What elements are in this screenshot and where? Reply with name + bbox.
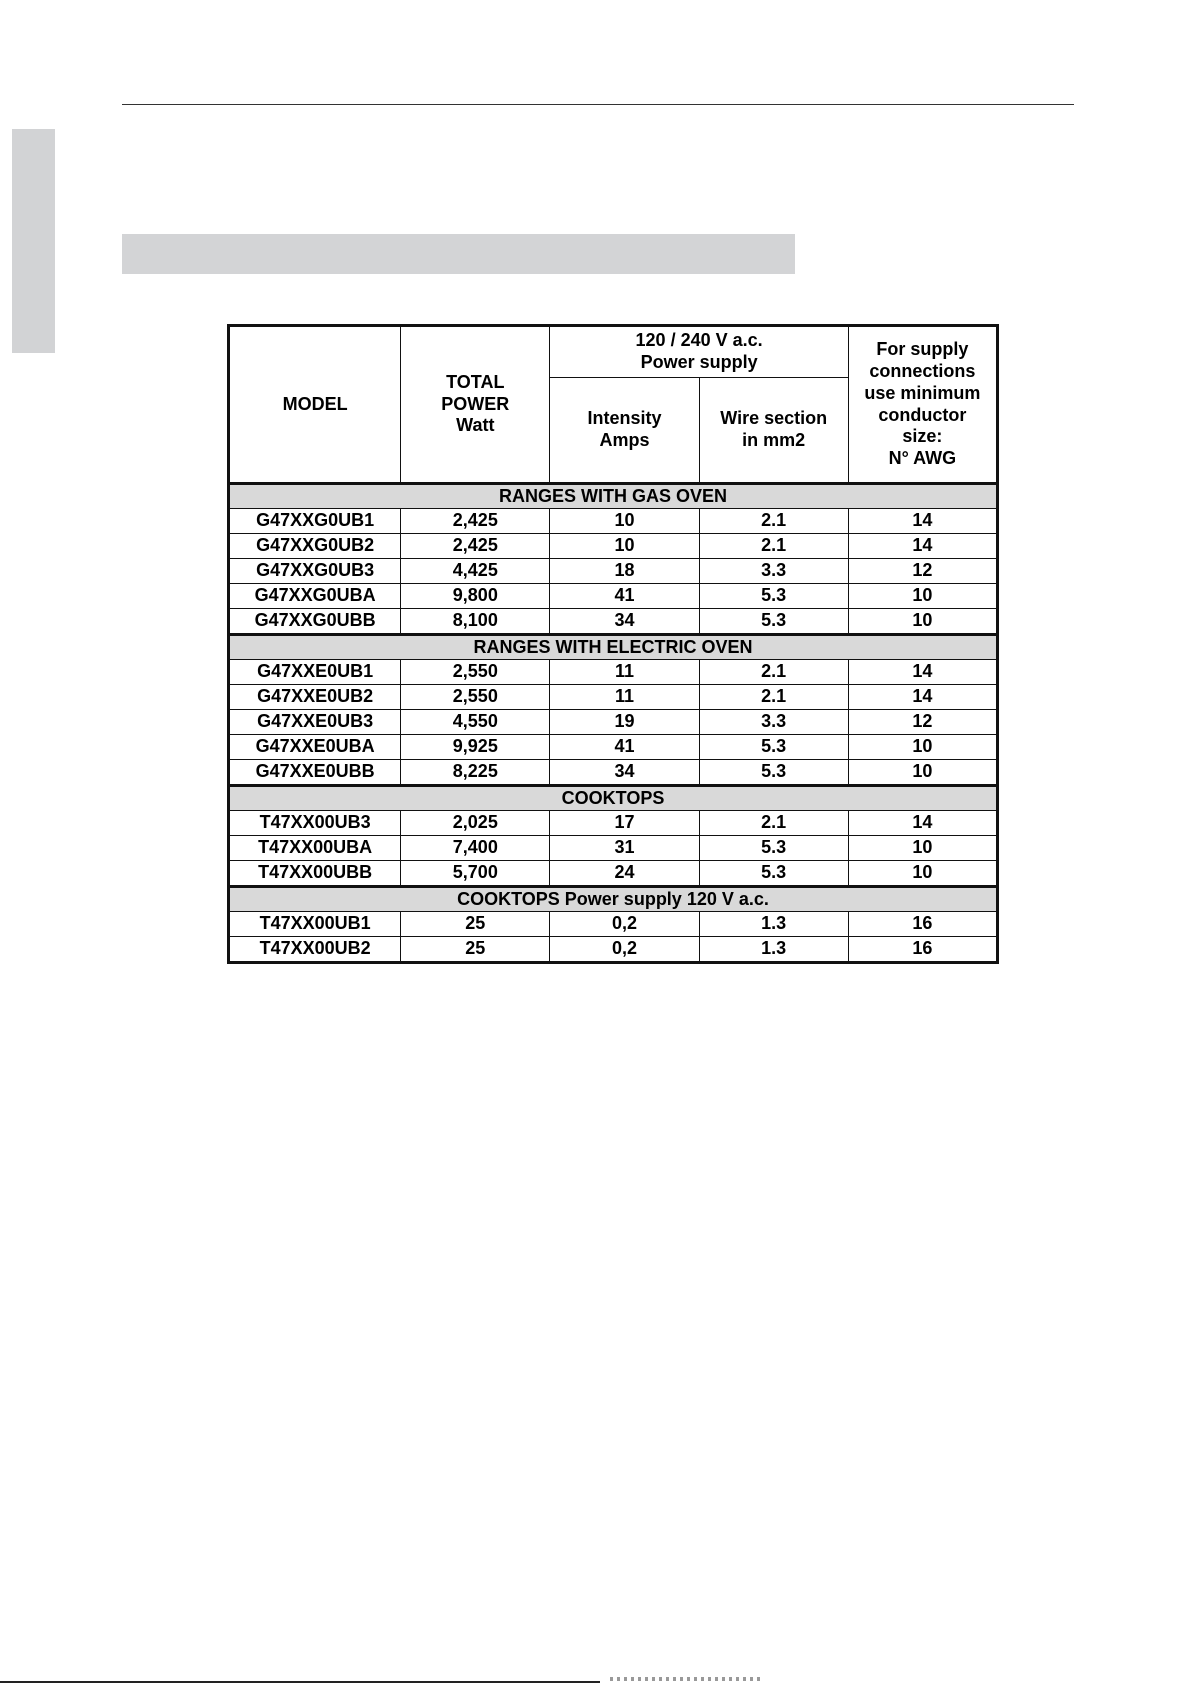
cell-total-power: 25 xyxy=(401,912,550,937)
cell-intensity: 11 xyxy=(550,660,699,685)
cell-model: G47XXG0UB1 xyxy=(229,509,401,534)
power-supply-table xyxy=(227,324,999,964)
side-language-tab xyxy=(12,129,55,353)
cell-conductor: 16 xyxy=(848,912,997,937)
header-intensity: Intensity Amps xyxy=(550,378,699,484)
table-row xyxy=(229,912,998,937)
cell-total-power: 9,800 xyxy=(401,584,550,609)
table-row xyxy=(229,735,998,760)
cell-conductor: 14 xyxy=(848,534,997,559)
cell-total-power: 8,100 xyxy=(401,609,550,635)
table-row xyxy=(229,811,998,836)
header-conductor-size: For supply connections use minimum conductor size: N° AWG xyxy=(848,326,997,484)
table-row xyxy=(229,937,998,963)
table-row xyxy=(229,710,998,735)
cell-intensity: 11 xyxy=(550,685,699,710)
cell-intensity: 41 xyxy=(550,584,699,609)
table-header xyxy=(229,326,998,484)
cell-wire-section: 5.3 xyxy=(699,760,848,786)
cell-intensity: 17 xyxy=(550,811,699,836)
cell-wire-section: 3.3 xyxy=(699,559,848,584)
cell-total-power: 2,025 xyxy=(401,811,550,836)
cell-intensity: 24 xyxy=(550,861,699,887)
cell-model: G47XXE0UB3 xyxy=(229,710,401,735)
section-heading-band xyxy=(122,234,795,274)
section-title: RANGES WITH ELECTRIC OVEN xyxy=(229,635,998,660)
cell-model: T47XX00UBA xyxy=(229,836,401,861)
footer-rule xyxy=(0,1681,600,1683)
header-supply-group: 120 / 240 V a.c. Power supply xyxy=(550,326,848,378)
cell-wire-section: 2.1 xyxy=(699,811,848,836)
cell-wire-section: 2.1 xyxy=(699,685,848,710)
cell-wire-section: 5.3 xyxy=(699,861,848,887)
table-row xyxy=(229,534,998,559)
cell-conductor: 10 xyxy=(848,760,997,786)
cell-conductor: 10 xyxy=(848,735,997,760)
cell-total-power: 9,925 xyxy=(401,735,550,760)
cell-conductor: 14 xyxy=(848,509,997,534)
cell-intensity: 0,2 xyxy=(550,937,699,963)
cell-model: G47XXG0UBA xyxy=(229,584,401,609)
cell-model: G47XXG0UB3 xyxy=(229,559,401,584)
cell-intensity: 34 xyxy=(550,609,699,635)
cell-model: T47XX00UB1 xyxy=(229,912,401,937)
cell-wire-section: 1.3 xyxy=(699,912,848,937)
cell-wire-section: 1.3 xyxy=(699,937,848,963)
table-row xyxy=(229,760,998,786)
cell-total-power: 4,550 xyxy=(401,710,550,735)
cell-model: G47XXE0UB1 xyxy=(229,660,401,685)
cell-model: G47XXG0UBB xyxy=(229,609,401,635)
footer-mark xyxy=(610,1677,760,1681)
cell-intensity: 41 xyxy=(550,735,699,760)
header-total-power: TOTAL POWER Watt xyxy=(401,326,550,484)
cell-intensity: 10 xyxy=(550,534,699,559)
section-title: COOKTOPS Power supply 120 V a.c. xyxy=(229,887,998,912)
cell-total-power: 2,550 xyxy=(401,660,550,685)
cell-total-power: 25 xyxy=(401,937,550,963)
cell-conductor: 12 xyxy=(848,559,997,584)
cell-model: T47XX00UB2 xyxy=(229,937,401,963)
table-row xyxy=(229,584,998,609)
cell-wire-section: 5.3 xyxy=(699,584,848,609)
section-row xyxy=(229,484,998,509)
cell-intensity: 10 xyxy=(550,509,699,534)
section-row xyxy=(229,635,998,660)
cell-wire-section: 5.3 xyxy=(699,735,848,760)
cell-wire-section: 5.3 xyxy=(699,836,848,861)
header-rule xyxy=(122,104,1074,105)
cell-intensity: 34 xyxy=(550,760,699,786)
cell-wire-section: 3.3 xyxy=(699,710,848,735)
cell-model: G47XXG0UB2 xyxy=(229,534,401,559)
cell-conductor: 14 xyxy=(848,685,997,710)
cell-model: T47XX00UB3 xyxy=(229,811,401,836)
table-row xyxy=(229,609,998,635)
table-row xyxy=(229,559,998,584)
cell-conductor: 16 xyxy=(848,937,997,963)
header-wire-section: Wire section in mm2 xyxy=(699,378,848,484)
cell-model: G47XXE0UBA xyxy=(229,735,401,760)
cell-total-power: 2,425 xyxy=(401,509,550,534)
section-row xyxy=(229,786,998,811)
cell-conductor: 10 xyxy=(848,836,997,861)
cell-total-power: 2,425 xyxy=(401,534,550,559)
cell-intensity: 18 xyxy=(550,559,699,584)
cell-model: G47XXE0UB2 xyxy=(229,685,401,710)
cell-conductor: 10 xyxy=(848,584,997,609)
section-title: RANGES WITH GAS OVEN xyxy=(229,484,998,509)
cell-total-power: 7,400 xyxy=(401,836,550,861)
cell-total-power: 2,550 xyxy=(401,685,550,710)
table-row xyxy=(229,836,998,861)
table-row xyxy=(229,660,998,685)
cell-intensity: 0,2 xyxy=(550,912,699,937)
cell-total-power: 4,425 xyxy=(401,559,550,584)
table-row xyxy=(229,509,998,534)
cell-wire-section: 2.1 xyxy=(699,534,848,559)
cell-model: G47XXE0UBB xyxy=(229,760,401,786)
table-row xyxy=(229,685,998,710)
cell-wire-section: 2.1 xyxy=(699,660,848,685)
cell-conductor: 12 xyxy=(848,710,997,735)
cell-total-power: 5,700 xyxy=(401,861,550,887)
cell-conductor: 10 xyxy=(848,609,997,635)
cell-wire-section: 2.1 xyxy=(699,509,848,534)
cell-wire-section: 5.3 xyxy=(699,609,848,635)
cell-intensity: 31 xyxy=(550,836,699,861)
cell-model: T47XX00UBB xyxy=(229,861,401,887)
cell-conductor: 14 xyxy=(848,811,997,836)
cell-conductor: 14 xyxy=(848,660,997,685)
cell-total-power: 8,225 xyxy=(401,760,550,786)
table-body xyxy=(229,484,998,963)
cell-intensity: 19 xyxy=(550,710,699,735)
table-row xyxy=(229,861,998,887)
section-row xyxy=(229,887,998,912)
cell-conductor: 10 xyxy=(848,861,997,887)
section-title: COOKTOPS xyxy=(229,786,998,811)
header-model: MODEL xyxy=(229,326,401,484)
